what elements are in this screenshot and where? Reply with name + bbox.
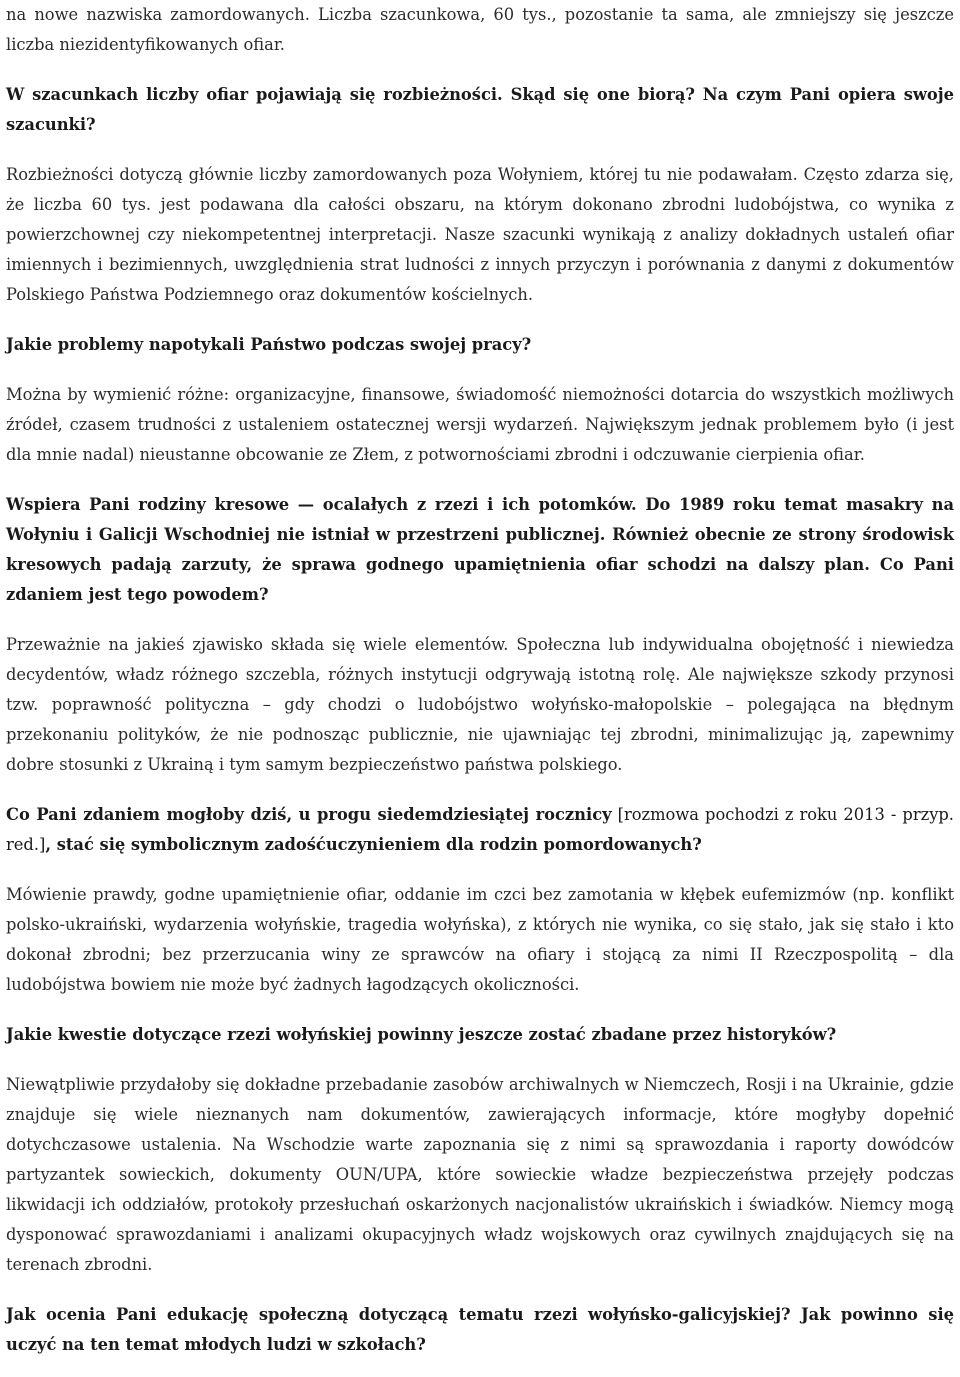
question-paragraph: Wspiera Pani rodziny kresowe — ocalałych z rzezi i ich potomków. Do 1989 roku temat masakry na Wołyniu i Galicji Wschodniej nie istniał w przestrzeni publicznej. Również obecnie ze strony środowisk kresowych padają zarzuty, że sprawa godnego upamiętnienia ofiar schodzi na dalszy plan. Co Pani zdaniem jest tego powodem? <box>6 495 954 604</box>
answer-paragraph: Rozbieżności dotyczą głównie liczby zamordowanych poza Wołyniem, której tu nie podawałam. Często zdarza się, że liczba 60 tys. jest podawana dla całości obszaru, na którym dokonano zbrodni ludobójstwa, co wynika z powierzchownej czy niekompetentnej interpretacji. Nasze szacunki wynikają z analizy dokładnych ustaleń ofiar imiennych i bezimiennych, uwzględnienia strat ludności z innych przyczyn i porównania z danymi z dokumentów Polskiego Państwa Podziemnego oraz dokumentów kościelnych. <box>6 165 954 304</box>
question-paragraph: Jakie problemy napotykali Państwo podczas swojej pracy? <box>6 335 532 354</box>
question-paragraph: Jak ocenia Pani edukację społeczną dotyczącą tematu rzezi wołyńsko-galicyjskiej? Jak powinno się uczyć na ten temat młodych ludzi w szkołach? <box>6 1305 954 1354</box>
question-paragraph-with-note <box>6 800 954 860</box>
answer-paragraph: Przeważnie na jakieś zjawisko składa się wiele elementów. Społeczna lub indywidualna obojętność i niewiedza decydentów, władz różnego szczebla, różnych instytucji odgrywają istotną rolę. Ale największe szkody przynosi tzw. poprawność polityczna – gdy chodzi o ludobójstwo wołyńsko-małopolskie – polegająca na błędnym przekonaniu polityków, że nie podnosząc publicznie, nie ujawniając tej zbrodni, minimalizując ją, zapewnimy dobre stosunki z Ukrainą i tym samym bezpieczeństwo państwa polskiego. <box>6 635 954 774</box>
question-paragraph: Jakie kwestie dotyczące rzezi wołyńskiej powinny jeszcze zostać zbadane przez historyków? <box>6 1025 837 1044</box>
answer-paragraph: Niewątpliwie przydałoby się dokładne przebadanie zasobów archiwalnych w Niemczech, Rosji i na Ukrainie, gdzie znajduje się wiele nieznanych nam dokumentów, zawierających informacje, które mogłyby dopełnić dotychczasowe ustalenia. Na Wschodzie warte zapoznania się z nimi są sprawozdania i raporty dowódców partyzantek sowieckich, dokumenty OUN/UPA, które sowieckie władze bezpieczeństwa przejęły podczas likwidacji ich oddziałów, protokoły przesłuchań oskarżonych nacjonalistów ukraińskich i świadków. Niemcy mogą dysponować sprawozdaniami i analizami okupacyjnych władz wojskowych oraz cywilnych znajdujących się na terenach zbrodni. <box>6 1075 954 1274</box>
question-paragraph: W szacunkach liczby ofiar pojawiają się rozbieżności. Skąd się one biorą? Na czym Pani opiera swoje szacunki? <box>6 85 954 134</box>
question-text-start: Co Pani zdaniem mogłoby dziś, u progu siedemdziesiątej rocznicy <box>6 805 612 824</box>
answer-paragraph: Mówienie prawdy, godne upamiętnienie ofiar, oddanie im czci bez zamotania w kłębek eufemizmów (np. konflikt polsko-ukraiński, wydarzenia wołyńskie, tragedia wołyńska), z których nie wynika, co się stało, jak się stało i kto dokonał zbrodni; bez przerzucania winy ze sprawców na ofiary i stojącą za nimi II Rzeczpospolitą – dla ludobójstwa bowiem nie może być żadnych łagodzących okoliczności. <box>6 885 954 994</box>
question-text-end: , stać się symbolicznym zadośćuczynieniem dla rodzin pomordowanych? <box>45 835 702 854</box>
answer-paragraph: Można by wymienić różne: organizacyjne, finansowe, świadomość niemożności dotarcia do wszystkich możliwych źródeł, czasem trudności z ustaleniem ostatecznej wersji wydarzeń. Największym jednak problemem było (i jest dla mnie nadal) nieustanne obcowanie ze Złem, z potwornościami zbrodni i odczuwanie cierpienia ofiar. <box>6 385 954 464</box>
editorial-note: [rozmowa pochodzi z roku 2013 - przyp. red.] <box>6 805 954 854</box>
answer-paragraph: na nowe nazwiska zamordowanych. Liczba szacunkowa, 60 tys., pozostanie ta sama, ale zmniejszy się jeszcze liczba niezidentyfikowanych ofiar. <box>6 5 954 54</box>
